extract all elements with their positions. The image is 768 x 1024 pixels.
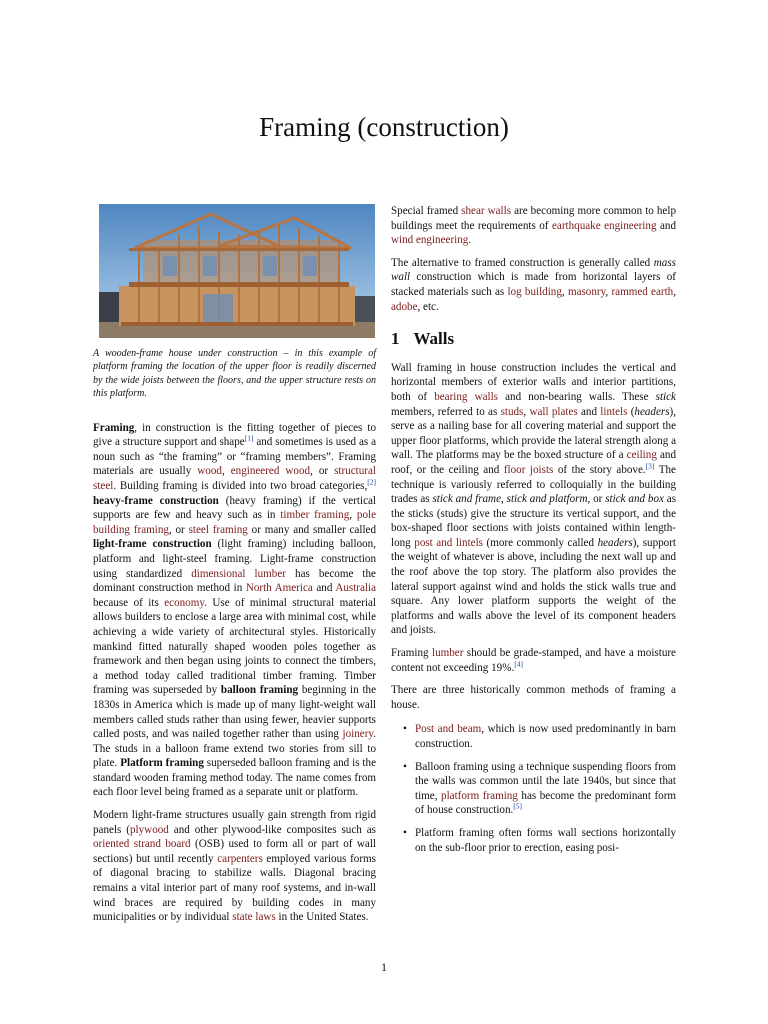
walls-paragraph-3: There are three historically common methods of framing a house.: [391, 684, 676, 711]
wiki-link[interactable]: rammed earth: [611, 285, 674, 298]
section-heading-walls: [391, 329, 676, 349]
bold-term: balloon framing: [220, 684, 299, 697]
wiki-link[interactable]: shear walls: [461, 205, 512, 217]
wiki-link[interactable]: plywood: [130, 823, 169, 836]
wiki-link[interactable]: earthquake engineering: [551, 219, 657, 232]
section-number: 1: [391, 329, 400, 349]
wiki-link[interactable]: pole building framing: [93, 509, 377, 536]
citation-link[interactable]: [2]: [367, 477, 376, 487]
wiki-link[interactable]: platform framing: [441, 789, 518, 802]
page-title: Framing (construction): [259, 112, 509, 142]
bullet-icon: •: [403, 723, 407, 736]
wiki-link[interactable]: post and lintels: [414, 536, 483, 549]
bullet-icon: •: [403, 760, 407, 773]
italic-term: headers: [634, 405, 670, 418]
wiki-link[interactable]: floor joists: [503, 463, 554, 476]
intro-paragraph-3: The alternative to framed construction is generally called mass wall construction which is made from horizontal layers of stacked materials such as log building, masonry, rammed earth, adobe, etc.: [391, 256, 677, 313]
citation-link[interactable]: [5]: [513, 801, 523, 811]
italic-term: stick and box: [605, 493, 664, 506]
bullet-icon: •: [403, 826, 407, 839]
italic-term: stick and frame: [432, 493, 501, 506]
wiki-link[interactable]: lumber: [431, 647, 464, 660]
bold-term: Platform framing: [120, 757, 204, 770]
wiki-link[interactable]: state laws: [232, 911, 276, 924]
wiki-link[interactable]: North America: [245, 582, 313, 595]
wiki-link[interactable]: bearing walls: [434, 390, 498, 403]
italic-term: mass wall: [391, 256, 676, 284]
wiki-link[interactable]: masonry: [567, 285, 606, 298]
list-item: • Post and beam, which is now used predominantly in barn construction.: [403, 723, 676, 750]
page-number: 1: [381, 960, 387, 974]
italic-term: stick: [655, 390, 676, 403]
house-framing-photo: [99, 204, 375, 338]
left-column: [93, 204, 376, 933]
citation-link[interactable]: [1]: [244, 433, 254, 443]
wiki-link[interactable]: carpenters: [217, 852, 263, 865]
wiki-link[interactable]: Australia: [335, 582, 377, 595]
walls-paragraph-2: Framing lumber should be grade-stamped, and have a moisture content not exceeding 19%.[4]: [391, 647, 676, 674]
wiki-link[interactable]: dimensional lumber: [191, 567, 286, 580]
intro-paragraph-2: Modern light-frame structures usually gain strength from rigid panels (plywood and other plywood-like composites such as oriented strand board (OSB) used to form all or part of wall sections) but until recently carpenters employed various forms of diagonal bracing to stabilize walls. Diagonal bracing remains a vital interior part of many roof systems, and in-wall wind braces are required by building codes in many municipalities or by individual state laws in the United States.: [93, 809, 377, 924]
wiki-link[interactable]: oriented strand board: [93, 838, 191, 851]
wiki-link[interactable]: wood: [197, 465, 222, 478]
wiki-link[interactable]: steel framing: [188, 523, 248, 536]
wiki-link[interactable]: ceiling: [626, 449, 657, 462]
citation-link[interactable]: [4]: [514, 658, 523, 668]
wiki-link[interactable]: wall plates: [529, 405, 578, 418]
bold-term: Framing: [93, 421, 135, 434]
wiki-link[interactable]: timber framing: [280, 509, 350, 522]
list-item: • Platform framing often forms wall sections horizontally on the sub-floor prior to erection, easing posi-: [403, 826, 676, 854]
bold-term: light-frame construction: [93, 538, 212, 551]
wiki-link[interactable]: log building: [507, 285, 562, 298]
citation-link[interactable]: [3]: [645, 461, 655, 471]
wiki-link[interactable]: structural steel: [93, 465, 377, 492]
figure-caption: A wooden-frame house under construction – in this example of platform framing the location of the upper floor is readily discerned by the wide joists between the floors, and the upper structure rests on this platform.: [93, 348, 376, 400]
italic-term: headers: [597, 536, 633, 549]
list-item: • Balloon framing using a technique suspending floors from the walls was common until the late 1940s, but since that time, platform framing has become the predominant form of house construction.[5]: [403, 760, 677, 817]
wiki-link[interactable]: lintels: [600, 405, 628, 418]
right-column: [391, 204, 676, 863]
framing-methods-list: [391, 722, 676, 855]
wiki-link[interactable]: studs: [500, 405, 524, 418]
wiki-link[interactable]: adobe: [391, 300, 418, 313]
intro-paragraph-2-continued: Special framed shear walls are becoming more common to help buildings meet the requirements of earthquake engineering and wind engineering.: [391, 205, 676, 247]
wiki-link[interactable]: wind engineering: [391, 234, 469, 247]
wiki-link[interactable]: engineered wood: [230, 465, 311, 478]
bold-term: heavy-frame construction: [93, 494, 219, 507]
italic-term: stick and platform: [506, 493, 588, 506]
walls-paragraph-1: Wall framing in house construction includes the vertical and horizontal members of exterior walls and interior partitions, both of bearing walls and non-bearing walls. These stick members, referred to as studs, wall plates and lintels (headers), serve as a nailing base for all covering material and support the upper floor platforms, which provide the lateral strength along a wall. The platforms may be the boxed structure of a ceiling and roof, or the ceiling and floor joists of the story above.[3] The technique is variously referred to colloquially in the building trades as stick and frame, stick and platform, or stick and box as the sticks (studs) give the structure its vertical support, and the box-shaped floor sections with joists contained within length-long post and lintels (more commonly called headers), support the weight of whatever is above, including the next wall up and the roof above the top story. The platform also provides the lateral support against wind and holds the stick walls true and square. Any lower platform supports the weight of the platforms and walls above the level of its component headers and joists.: [391, 361, 677, 637]
wiki-link[interactable]: Post and beam: [415, 723, 482, 736]
wiki-link[interactable]: economy: [164, 596, 205, 609]
wiki-link[interactable]: joinery: [342, 728, 374, 741]
intro-paragraph-1: Framing, in construction is the fitting together of pieces to give a structure support and shape[1] and sometimes is used as a noun such as “the framing” or “framing members”. Framing materials are usually wood, engineered wood, or structural steel. Building framing is divided into two broad categories,[2] heavy-frame construction (heavy framing) if the vertical supports are few and heavy such as in timber framing, pole building framing, or steel framing or many and smaller called light-frame construction (light framing) including balloon, platform and light-steel framing. Light-frame construction using standardized dimensional lumber has become the dominant construction method in North America and Australia because of its economy. Use of minimal structural material allows builders to enclose a large area with minimal cost, while achieving a wide variety of architectural styles. Historically mankind fitted naturally shaped wooden poles together as framework and then began using joints to connect the timbers, a method today called traditional timber framing. Timber framing was superseded by balloon framing beginning in the 1830s in America which is made up of many light-weight wall members called studs rather than using fewer, heavier supports called posts, and was nailed together rather than using joinery. The studs in a balloon frame extend two stories from sill to plate. Platform framing superseded balloon framing and is the standard wooden framing method today. The name comes from each floor level being framed as a separate unit or platform.: [93, 421, 377, 799]
section-title: Walls: [413, 329, 455, 349]
